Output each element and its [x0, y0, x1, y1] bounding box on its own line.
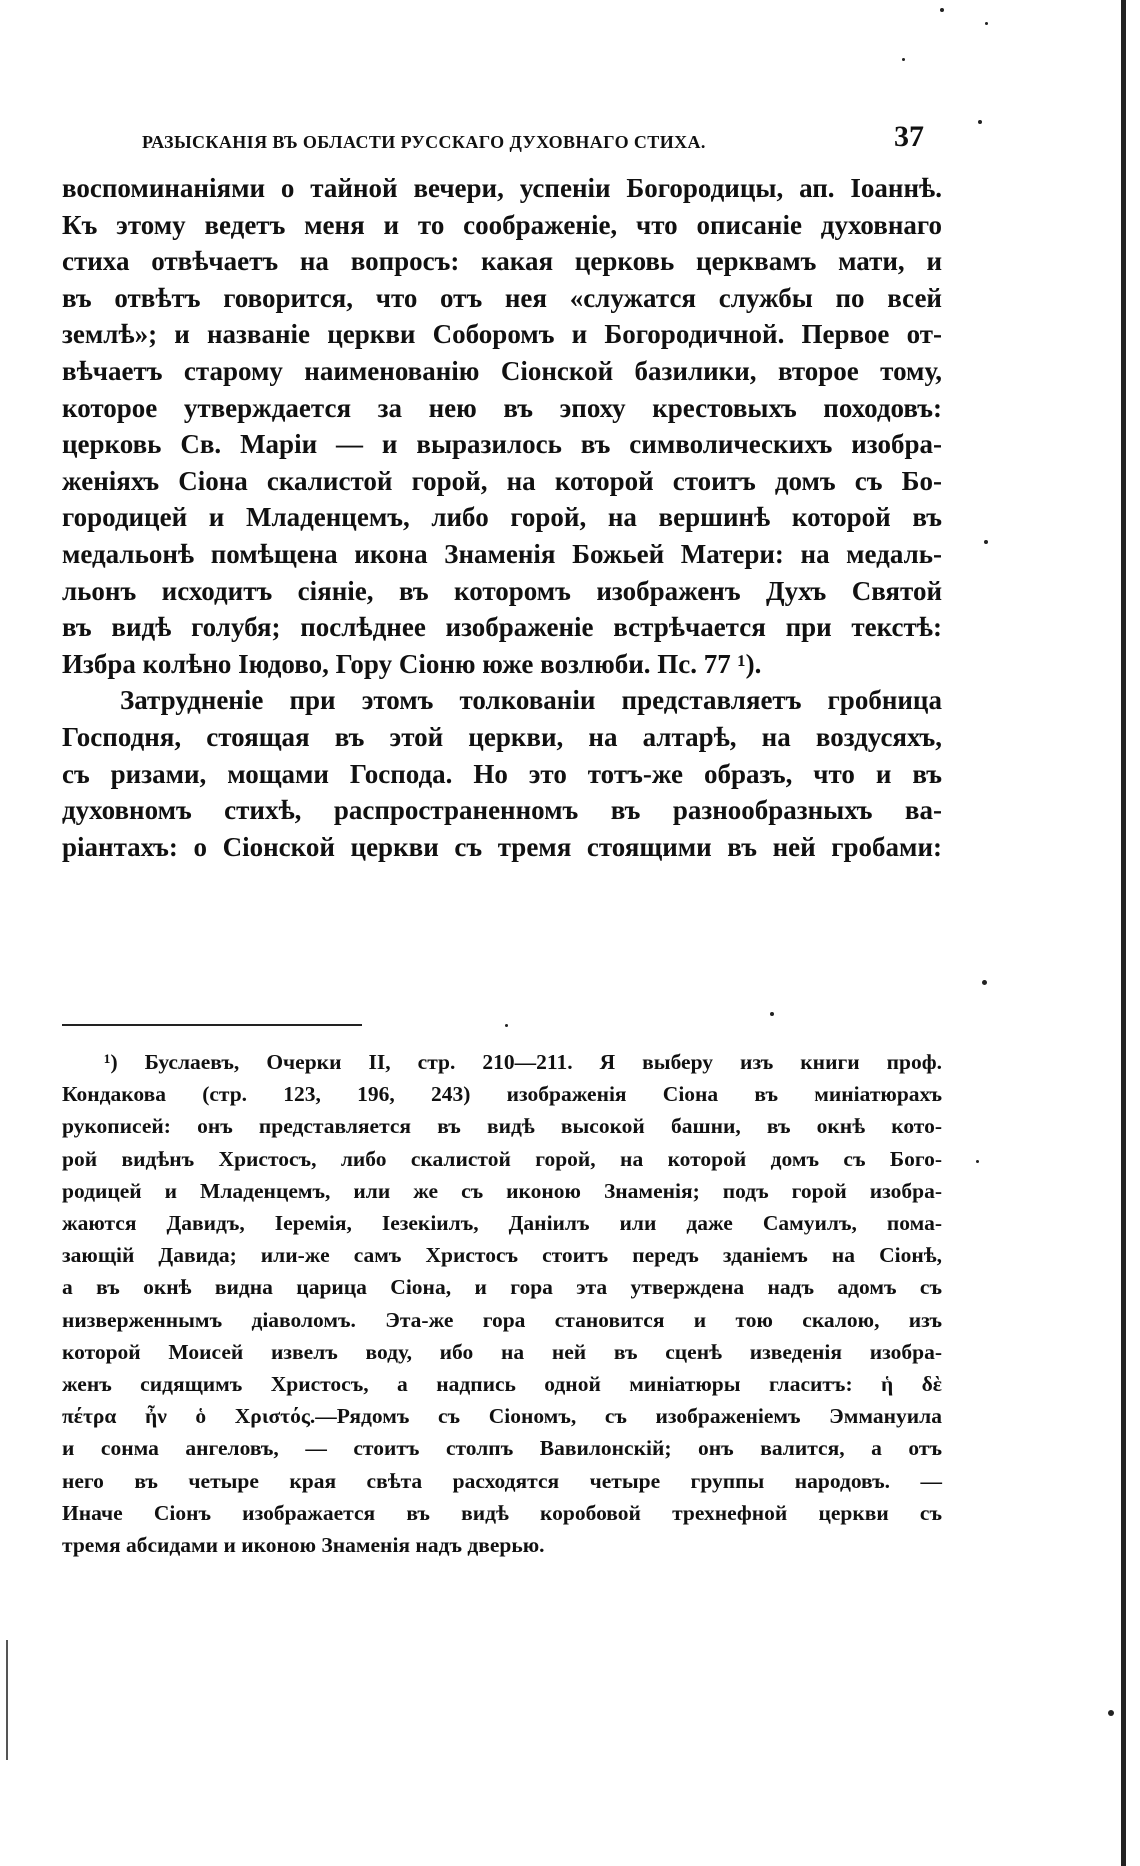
body-line: Къ этому ведетъ меня и то соображеніе, что описаніе духовнаго: [62, 209, 942, 240]
main-text: [62, 170, 942, 865]
footnote-line: рукописей: онъ представляется въ видѣ высокой башни, въ окнѣ кото-: [62, 1114, 942, 1139]
footnote-line: низверженнымъ діаволомъ. Эта-же гора становится и тою скалою, изъ: [62, 1307, 942, 1332]
footnote-line: зающій Давида; или-же самъ Христосъ стоитъ передъ зданіемъ на Сіонѣ,: [62, 1243, 942, 1268]
page-number: 37: [894, 120, 924, 153]
footnote-line: рой видѣнъ Христосъ, либо скалистой горой, на которой домъ съ Бого-: [62, 1146, 942, 1171]
body-line: землѣ»; и названіе церкви Соборомъ и Богородичной. Первое от-: [62, 319, 942, 350]
scan-page-edge: [1121, 0, 1126, 1866]
body-line: ріантахъ: о Сіонской церкви съ тремя стоящими въ ней гробами:: [62, 831, 942, 862]
footnote-line: Иначе Сіонъ изображается въ видѣ коробовой трехнефной церкви съ: [62, 1500, 942, 1525]
footnote-line: родицей и Младенцемъ, или же съ иконою Знаменія; подъ горой изобра-: [62, 1178, 942, 1203]
body-line: женіяхъ Сіона скалистой горой, на которой стоитъ домъ съ Бо-: [62, 465, 942, 496]
body-line: съ ризами, мощами Господа. Но это тотъ-же образъ, что и въ: [62, 758, 942, 789]
footnote-line: Кондакова (стр. 123, 196, 243) изображенія Сіона въ миніатюрахъ: [62, 1082, 942, 1107]
body-line: Затрудненіе при этомъ толкованіи представляетъ гробница: [120, 685, 942, 716]
body-line: городицей и Младенцемъ, либо горой, на вершинѣ которой въ: [62, 502, 942, 533]
page-header: [62, 120, 932, 160]
footnote-line: и сонма ангеловъ, — стоитъ столпъ Вавилонскій; онъ валится, а отъ: [62, 1436, 942, 1461]
scan-margin-mark: [6, 1640, 8, 1760]
body-line: медальонѣ помѣщена икона Знаменія Божьей Матери: на медаль-: [62, 538, 942, 569]
footnote-line: женъ сидящимъ Христосъ, а надпись одной миніатюры гласитъ: ἡ δὲ: [62, 1372, 942, 1397]
running-title: РАЗЫСКАНІЯ ВЪ ОБЛАСТИ РУССКАГО ДУХОВНАГО СТИХА.: [142, 132, 706, 152]
footnote-line: πέτρα ἦν ὁ Χριστός.—Рядомъ съ Сіономъ, съ изображеніемъ Эммануила: [62, 1404, 942, 1429]
body-line: церковь Св. Маріи — и выразилось въ символическихъ изобра-: [62, 429, 942, 460]
footnote-line: него въ четыре края свѣта расходятся четыре группы народовъ. —: [62, 1468, 942, 1493]
body-line: вѣчаетъ старому наименованію Сіонской базилики, второе тому,: [62, 355, 942, 386]
body-line: Избра колѣно Іюдово, Гору Сіоню юже возлюби. Пс. 77 ¹).: [62, 648, 762, 679]
body-line: стиха отвѣчаетъ на вопросъ: какая церковь церквамъ мати, и: [62, 246, 942, 277]
body-line: въ отвѣтъ говорится, что отъ нея «служатся службы по всей: [62, 282, 942, 313]
footnote-line: которой Моисей извелъ воду, ибо на ней въ сценѣ изведенія изобра-: [62, 1339, 942, 1364]
body-line: духовномъ стихѣ, распространенномъ въ разнообразныхъ ва-: [62, 795, 942, 826]
body-line: воспоминаніями о тайной вечери, успеніи Богородицы, ап. Іоаннѣ.: [62, 173, 942, 203]
body-line: въ видѣ голубя; послѣднее изображеніе встрѣчается при текстѣ:: [62, 612, 942, 643]
body-line: которое утверждается за нею въ эпоху крестовыхъ походовъ:: [62, 392, 942, 423]
footnote-line: а въ окнѣ видна царица Сіона, и гора эта утверждена надъ адомъ съ: [62, 1275, 942, 1300]
footnote: [62, 1046, 942, 1561]
footnote-line: ¹) Буслаевъ, Очерки II, стр. 210—211. Я выберу изъ книги проф.: [104, 1050, 942, 1074]
body-line: Господня, стоящая въ этой церкви, на алтарѣ, на воздусяхъ,: [62, 721, 942, 752]
footnote-separator: [62, 1024, 362, 1026]
body-line: льонъ исходитъ сіяніе, въ которомъ изображенъ Духъ Святой: [62, 575, 942, 606]
footnote-line: тремя абсидами и иконою Знаменія надъ дверью.: [62, 1533, 545, 1558]
footnote-line: жаются Давидъ, Іеремія, Іезекіилъ, Даніилъ или даже Самуилъ, пома-: [62, 1211, 942, 1236]
